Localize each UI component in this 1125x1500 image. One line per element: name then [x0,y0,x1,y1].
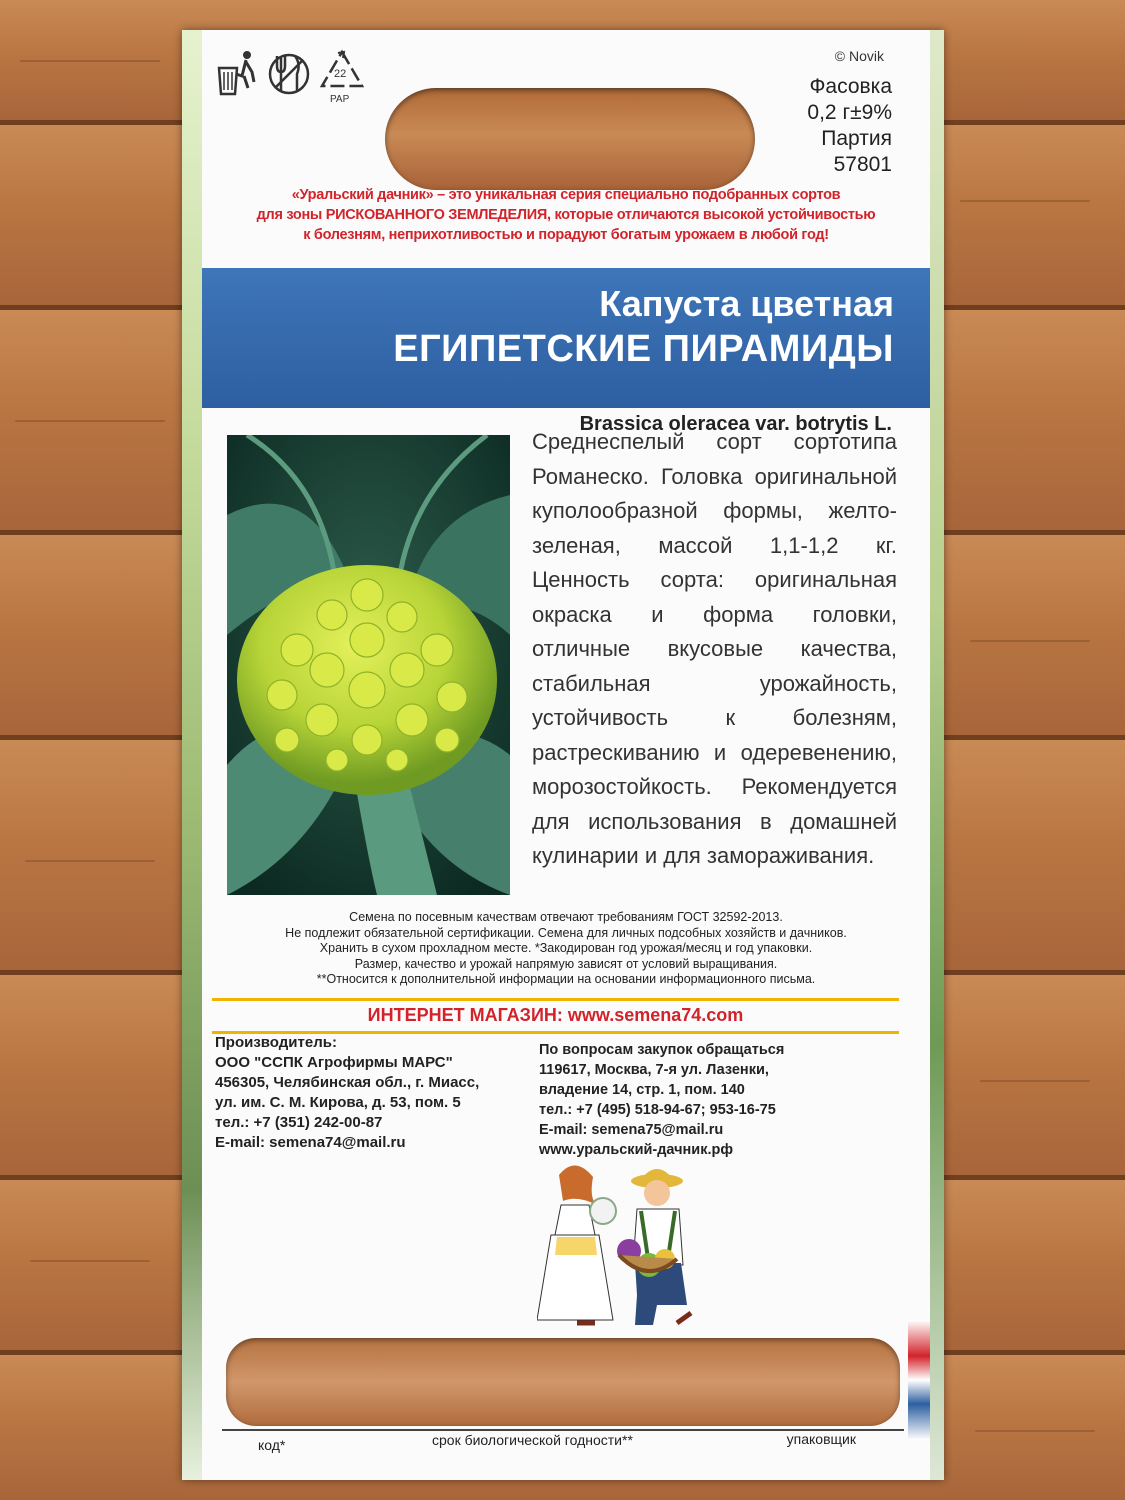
not-food-contact-icon [267,48,311,105]
packet-left-edge [182,30,202,1480]
packet-right-edge [930,30,944,1480]
shelf-life-label: срок биологической годности** [432,1432,633,1448]
online-store-link[interactable]: ИНТЕРНЕТ МАГАЗИН: www.semena74.com [367,1005,744,1025]
product-category: Капуста цветная [599,283,894,324]
recycle-icon [318,48,366,119]
latin-name: Brassica oleracea var. botrytis L. [579,413,892,435]
copyright: © Novik [834,48,884,64]
marking-labels [222,1429,904,1461]
code-label: код* [258,1437,286,1453]
recycle-material: PAP [330,94,350,105]
batch-number: 57801 [833,153,892,176]
fine-print: Семена по посевным качествам отвечают требованиям ГОСТ 32592-2013. Не подлежит обязательной сертификации. Семена для личных подсобных хозяйств и дачников. Хранить в сухом прохладном месте. *Закодирован год урожая/месяц и год упаковки. Размер, качество и урожай напрямую зависят от условий выращивания. **Относится к дополнительной информации на основании информационного письма. [285,910,847,986]
bottom-window-cutout [226,1338,900,1426]
purchase-contacts: По вопросам закупок обращаться 119617, Москва, 7-я ул. Лазенки, владение 14, стр. 1, пом. 140 тел.: +7 (495) 518-94-67; 953-16-75 E-mail: semena75@mail.ru www.уральский-дачник.рф [539,1042,785,1158]
packer-label: упаковщик [786,1431,856,1447]
hanging-hole [385,88,755,190]
pack-weight-label: Фасовка [809,75,892,98]
recycle-code: 22 [334,68,347,80]
flag-stripe [908,1320,930,1440]
trash-bin-icon [216,48,260,105]
batch-label: Партия [821,127,892,150]
cauliflower-photo [227,435,510,895]
pack-weight: 0,2 г±9% [807,101,892,124]
seed-packet [182,30,944,1480]
variety-name: ЕГИПЕТСКИЕ ПИРАМИДЫ [393,328,894,370]
farmers-illustration [537,1155,697,1330]
promo-text: «Уральский дачник» – это уникальная серия специально подобранных сортов для зоны РИСКОВАННОГО ЗЕМЛЕДЕЛИЯ, которые отличаются высокой устойчивостью к болезням, неприхотливостью и порадуют богатым урожаем в любой год! [256,187,876,243]
online-store-banner [212,998,899,1034]
manufacturer-info: Производитель: ООО "ССПК Агрофирмы МАРС" 456305, Челябинская обл., г. Миасс, ул. им. С. М. Кирова, д. 53, пом. 5 тел.: +7 (351) 242-00-87 E-mail: semena74@mail.ru [215,1034,480,1151]
variety-description: Среднеспелый сорт сортотипа Романеско. Головка оригинальной куполообразной формы, желто-зеленая, массой 1,1-1,2 кг. Ценность сорта: оригинальная окраска и форма головки, отличные вкусовые качества, стабильная урожайность, устойчивость к болезням, растрескиванию и одеревенению, морозостойкость. Рекомендуется для использования в домашней кулинарии и для замораживания. [532,429,897,868]
pack-info [807,74,892,178]
